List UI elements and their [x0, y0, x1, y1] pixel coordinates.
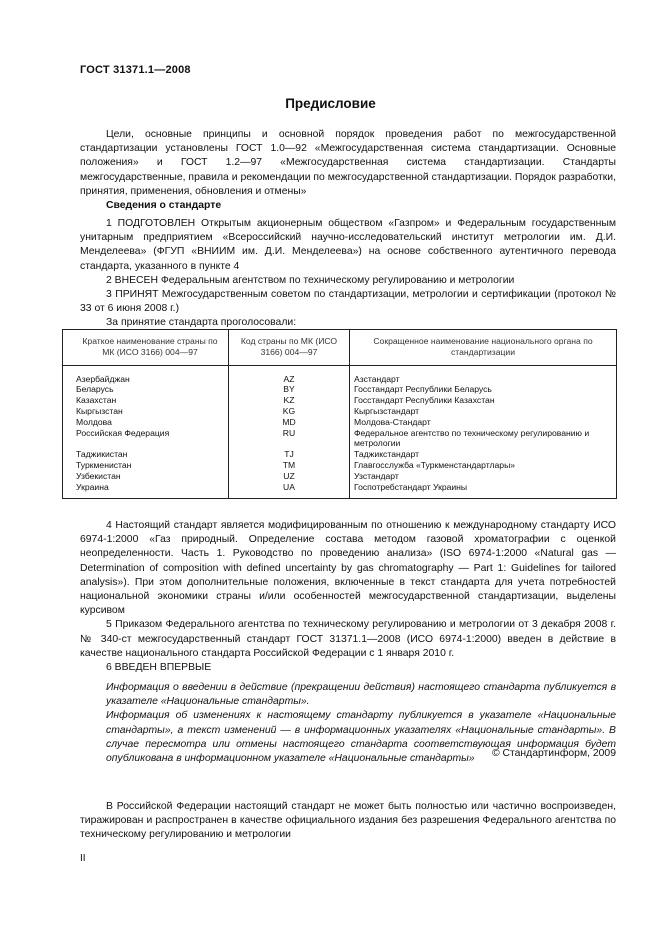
voting-table — [62, 329, 617, 499]
standard-info-list — [80, 217, 616, 331]
cell-body: Госпотребстандарт Украины — [350, 482, 617, 499]
item-2: 2 ВНЕСЕН Федеральным агентством по техническому регулированию и метрологии — [106, 274, 515, 286]
vote-caption: За принятие стандарта проголосовали: — [106, 317, 297, 329]
info-paragraph-1: Информация о введении в действие (прекращении действия) настоящего стандарта публикуется в указателе «Национальные стандарты». — [106, 682, 616, 708]
cell-code: TJ — [229, 449, 350, 460]
page-title: Предисловие — [285, 96, 376, 111]
cell-body: Азстандарт — [350, 365, 617, 384]
table-header-row — [63, 330, 617, 366]
document-code: ГОСТ 31371.1—2008 — [80, 64, 191, 76]
cell-country: Таджикистан — [63, 449, 229, 460]
page-number: II — [80, 853, 86, 864]
cell-country: Узбекистан — [63, 471, 229, 482]
section-subheading: Сведения о стандарте — [106, 200, 222, 211]
cell-code: RU — [229, 428, 350, 450]
intro-text: Цели, основные принципы и основной порядок проведения работ по межгосударственной стандартизации установлены ГОСТ 1.0—92 «Межгосударственная система стандартизации. Основные положения» и ГОСТ 1.2—97 «Межгосударственная система стандартизации. Стандарты межгосударственные, правила и рекомендации по межгосударственной стандартизации. Порядок разработки, принятия, применения, обновления и отмены» — [80, 129, 616, 197]
cell-country: Азербайджан — [63, 365, 229, 384]
cell-code: AZ — [229, 365, 350, 384]
table-row — [63, 417, 617, 428]
table-row — [63, 395, 617, 406]
cell-code: MD — [229, 417, 350, 428]
table-row — [63, 482, 617, 499]
table-row — [63, 406, 617, 417]
info-paragraph-2: Информация об изменениях к настоящему стандарту публикуется в указателе «Национальные стандарты», а текст изменений — в информационных указателях «Национальные стандарты». В случае пересмотра или отмены настоящего стандарта соответствующая информация будет опубликована в информационном указателе «Национальные стандарты» — [106, 710, 616, 765]
standard-info-continued — [80, 519, 616, 675]
copyright-notice: © Стандартинформ, 2009 — [491, 748, 616, 759]
reproduction-text: В Российской Федерации настоящий стандарт не может быть полностью или частично воспроизведен, тиражирован и распространен в качестве официального издания без разрешения Федерального агентства по техническому регулированию и метрологии — [80, 801, 616, 841]
cell-country: Российская Федерация — [63, 428, 229, 450]
intro-paragraph — [80, 128, 616, 199]
cell-country: Туркменистан — [63, 460, 229, 471]
item-1: 1 ПОДГОТОВЛЕН Открытым акционерным обществом «Газпром» и Федеральным государственным унитарным предприятием «Всероссийский научно-исследовательский институт метрологии им. Д.И. Менделеева» (ФГУП «ВНИИМ им. Д.И. Менделеева») на основе собственного аутентичного перевода стандарта, указанного в пункте 4 — [80, 218, 616, 272]
cell-country: Беларусь — [63, 384, 229, 395]
cell-body: Кыргызстандарт — [350, 406, 617, 417]
cell-code: TM — [229, 460, 350, 471]
item-3: 3 ПРИНЯТ Межгосударственным советом по стандартизации, метрологии и сертификации (протокол № 33 от 6 июня 2008 г.) — [80, 289, 616, 315]
table-row — [63, 428, 617, 450]
cell-body: Молдова-Стандарт — [350, 417, 617, 428]
cell-country: Кыргызстан — [63, 406, 229, 417]
table-row — [63, 471, 617, 482]
reproduction-notice — [80, 800, 616, 843]
cell-country: Украина — [63, 482, 229, 499]
cell-body: Таджикстандарт — [350, 449, 617, 460]
header-code: Код страны по МК (ИСО 3166) 004—97 — [229, 330, 350, 366]
table-row — [63, 384, 617, 395]
cell-code: KZ — [229, 395, 350, 406]
cell-body: Главгосслужба «Туркменстандартлары» — [350, 460, 617, 471]
table-row — [63, 365, 617, 384]
cell-country: Молдова — [63, 417, 229, 428]
cell-code: BY — [229, 384, 350, 395]
cell-code: UZ — [229, 471, 350, 482]
cell-code: UA — [229, 482, 350, 499]
cell-code: KG — [229, 406, 350, 417]
item-5: 5 Приказом Федерального агентства по техническому регулированию и метрологии от 3 декабря 2008 г. № 340-ст межгосударственный стандарт ГОСТ 31371.1—2008 (ИСО 6974-1:2000) введен в действие в качестве национального стандарта Российской Федерации с 1 января 2010 г. — [80, 619, 616, 659]
cell-body: Госстандарт Республики Беларусь — [350, 384, 617, 395]
header-country: Краткое наименование страны по МК (ИСО 3166) 004—97 — [63, 330, 229, 366]
item-6: 6 ВВЕДЕН ВПЕРВЫЕ — [106, 662, 212, 674]
cell-country: Казахстан — [63, 395, 229, 406]
header-body: Сокращенное наименование национального органа по стандартизации — [350, 330, 617, 366]
table-row — [63, 460, 617, 471]
table-row — [63, 449, 617, 460]
item-4: 4 Настоящий стандарт является модифицированным по отношению к международному стандарту ИСО 6974-1:2000 «Газ природный. Определение состава методом газовой хроматографии с оценкой неопределенности. Часть 1. Руководство по проведению анализа» (ISO 6974-1:2000 «Natural gas — Determination of composition with defined uncertainty by gas chromatography — Part 1: Guidelines for tailored analysis»). При этом дополнительные положения, включенные в текст стандарта для учета потребностей национальной экономики страны и/или особенностей межгосударственной стандартизации, выделены курсивом — [80, 520, 616, 617]
cell-body: Федеральное агентство по техническому регулированию и метрологии — [350, 428, 617, 450]
cell-body: Госстандарт Республики Казахстан — [350, 395, 617, 406]
cell-body: Узстандарт — [350, 471, 617, 482]
